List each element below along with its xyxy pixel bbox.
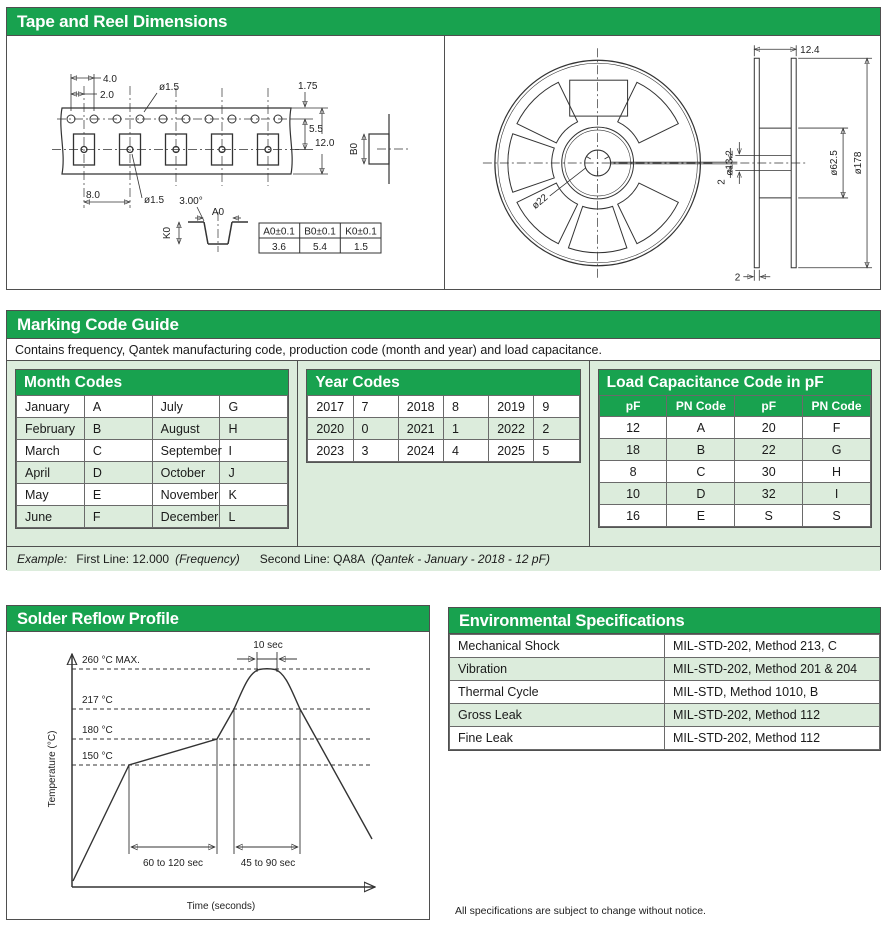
dia-625-label: ø62.5: [829, 150, 841, 176]
example-label: Example:: [17, 552, 68, 566]
a0-label: A0: [211, 207, 225, 218]
year-codes-column: [298, 361, 589, 546]
dim-12-label: 12.0: [315, 138, 335, 149]
reel-drawing-panel: [444, 36, 881, 290]
tape-reel-body: [7, 36, 880, 290]
reflow-profile-curve: [73, 669, 372, 881]
environmental-table: [449, 634, 880, 750]
reel-side-view: [735, 45, 872, 280]
dia-bottom-label: ø1.5: [144, 195, 165, 206]
tape-table-value: 5.4: [313, 242, 327, 253]
table-row: March C September I: [17, 440, 288, 462]
x-axis-label: Time (seconds): [186, 901, 256, 912]
table-row: 2020 0 2021 1 2022 2: [308, 418, 579, 440]
table-row: January A July G: [17, 396, 288, 418]
dia-178-label: ø178: [853, 151, 865, 175]
tape-table-header: K0±0.1: [345, 226, 377, 238]
table-row: 8 C 30 H: [599, 461, 870, 483]
ref-150-label: 150 °C: [82, 751, 113, 762]
load-capacitance-table: [598, 369, 872, 528]
table-row: 16 E S S: [599, 505, 870, 527]
duration-boundaries: [129, 652, 300, 854]
dim-124-label: 12.4: [800, 45, 820, 57]
tape-table-value: 3.6: [272, 242, 286, 253]
annotation-45-90sec: 45 to 90 sec: [240, 858, 296, 869]
dim-175-label: 1.75: [298, 81, 318, 92]
ref-260-label: 260 °C MAX.: [82, 655, 140, 666]
dia-top-label: ø1.5: [159, 82, 180, 93]
reel-spoke-cutouts: [508, 82, 679, 253]
month-codes-column: [7, 361, 298, 546]
environmental-title: Environmental Specifications: [449, 608, 880, 634]
marking-example: [7, 546, 880, 571]
table-row: Fine Leak MIL-STD-202, Method 112: [450, 727, 880, 750]
dim-8-label: 8.0: [86, 190, 100, 201]
table-row: 2023 3 2024 4 2025 5: [308, 440, 579, 462]
marking-code-title: Marking Code Guide: [7, 311, 880, 339]
tape-drawing-panel: [7, 36, 444, 290]
annotation-60-120sec: 60 to 120 sec: [142, 858, 204, 869]
k0-label: K0: [162, 226, 173, 240]
year-codes-title: Year Codes: [307, 370, 579, 395]
environmental-section: [448, 607, 881, 751]
dia-132-label: ø13.2: [724, 150, 736, 176]
tape-table-header: A0±0.1: [263, 226, 295, 238]
dia-22-label: ø22: [530, 192, 551, 212]
example-decode: (Qantek - January - 2018 - 12 pF): [371, 552, 550, 566]
month-codes-table: [15, 369, 289, 529]
table-row: May E November K: [17, 484, 288, 506]
example-first-line: First Line: 12.000: [76, 552, 170, 566]
table-row: 10 D 32 I: [599, 483, 870, 505]
annotation-10sec: 10 sec: [253, 640, 283, 651]
angle-label: 3.00°: [179, 196, 203, 207]
marking-columns: [7, 361, 880, 546]
table-header-row: pF PN Code pF PN Code: [599, 396, 870, 417]
table-row: 2017 7 2018 8 2019 9: [308, 396, 579, 418]
dim-4-label: 4.0: [103, 74, 117, 85]
reel-label-window: [570, 80, 628, 116]
marking-description: Contains frequency, Qantek manufacturing code, production code (month and year) and load capacitance.: [7, 339, 880, 361]
reference-lines: [72, 669, 370, 765]
reel-drawing: [445, 36, 881, 289]
flange-2-label: 2: [734, 272, 741, 284]
b0-label: B0: [349, 142, 360, 156]
example-second-line: Second Line: QA8A: [259, 552, 366, 566]
table-row: June F December L: [17, 506, 288, 528]
marking-code-section: [6, 310, 881, 570]
table-row: Thermal Cycle MIL-STD, Method 1010, B: [450, 681, 880, 704]
table-row: 12 A 20 F: [599, 417, 870, 439]
table-row: Mechanical Shock MIL-STD-202, Method 213, C: [450, 635, 880, 658]
table-row: April D October J: [17, 462, 288, 484]
table-row: 18 B 22 G: [599, 439, 870, 461]
footer-note: All specifications are subject to change without notice.: [455, 905, 706, 917]
tape-drawing: [7, 36, 444, 289]
tape-reel-title: Tape and Reel Dimensions: [7, 8, 880, 36]
load-capacitance-column: [590, 361, 880, 546]
load-capacitance-title: Load Capacitance Code in pF: [599, 370, 871, 395]
reflow-title: Solder Reflow Profile: [7, 606, 429, 632]
ref-180-label: 180 °C: [82, 725, 113, 736]
table-row: February B August H: [17, 418, 288, 440]
dim-55-label: 5.5: [309, 124, 323, 135]
reflow-section: [6, 605, 430, 920]
year-codes-table: [306, 369, 580, 463]
y-axis-label: Temperature (°C): [47, 730, 58, 808]
table-row: Vibration MIL-STD-202, Method 201 & 204: [450, 658, 880, 681]
example-frequency: (Frequency): [175, 552, 240, 566]
tape-table-value: 1.5: [354, 242, 368, 253]
tape-reel-section: [6, 7, 881, 290]
tape-table-header: B0±0.1: [304, 226, 336, 238]
dim-2-label: 2.0: [100, 90, 114, 101]
month-codes-title: Month Codes: [16, 370, 288, 395]
reel-front-view: [483, 48, 737, 278]
reflow-chart: [7, 632, 429, 919]
ref-217-label: 217 °C: [82, 695, 113, 706]
slot-2-label: 2: [716, 179, 728, 185]
table-row: Gross Leak MIL-STD-202, Method 112: [450, 704, 880, 727]
